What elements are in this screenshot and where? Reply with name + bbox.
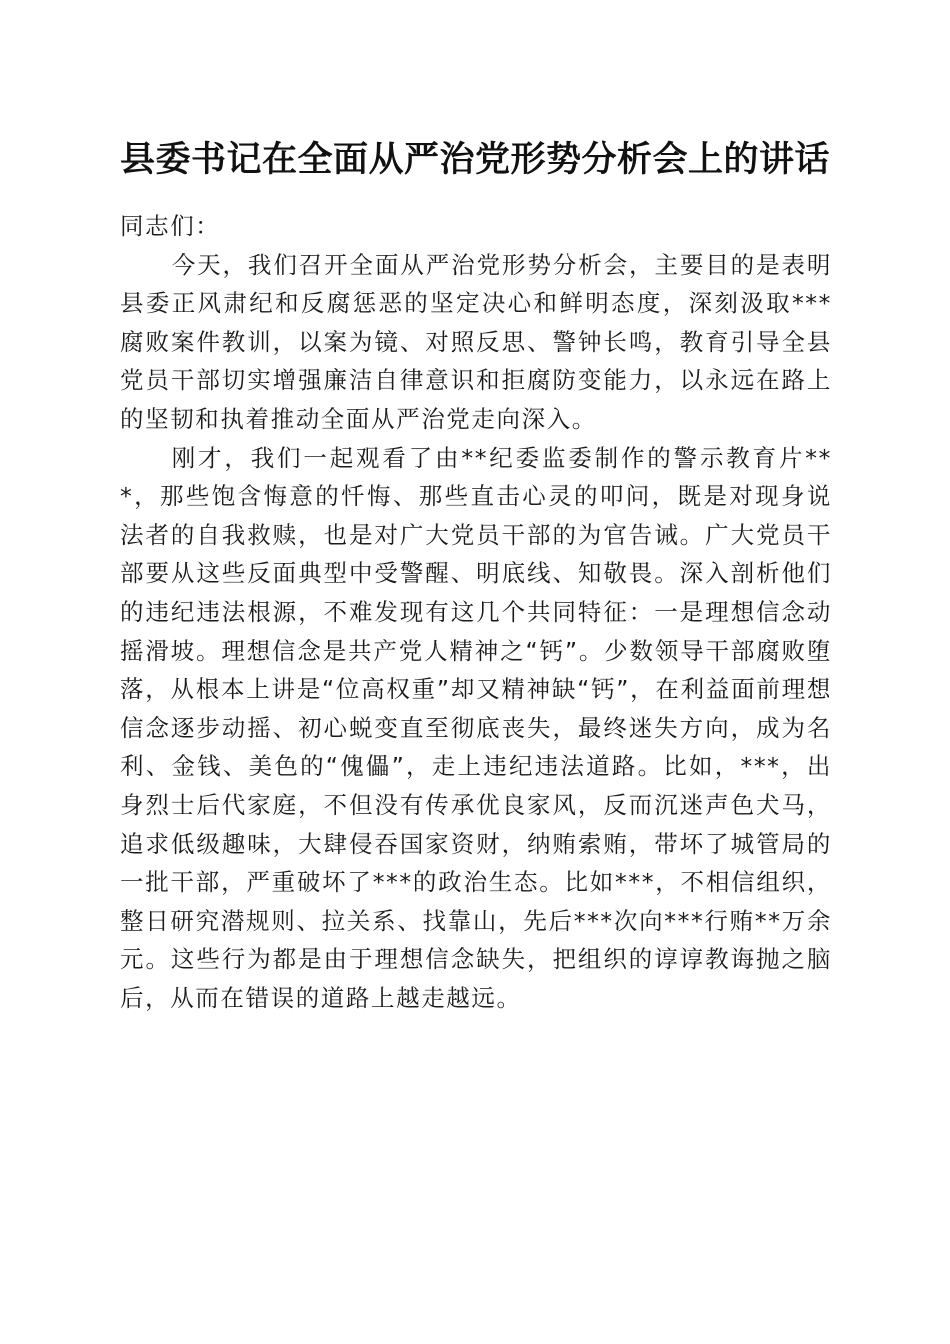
document-body xyxy=(120,207,832,1017)
paragraph: 刚才，我们一起观看了由**纪委监委制作的警示教育片***，那些饱含悔意的忏悔、那些直击心灵的叩问，既是对现身说法者的自我救赎，也是对广大党员干部的为官告诫。广大党员干部要从这些反面典型中受警醒、明底线、知敬畏。深入剖析他们的违纪违法根源，不难发现有这几个共同特征：一是理想信念动摇滑坡。理想信念是共产党人精神之“钙”。少数领导干部腐败堕落，从根本上讲是“位高权重”却又精神缺“钙”，在利益面前理想信念逐步动摇、初心蜕变直至彻底丧失，最终迷失方向，成为名利、金钱、美色的“傀儡”，走上违纪违法道路。比如，***，出身烈士后代家庭，不但没有传承优良家风，反而沉迷声色犬马，追求低级趣味，大肆侵吞国家资财，纳贿索贿，带坏了城管局的一批干部，严重破坏了***的政治生态。比如***，不相信组织，整日研究潜规则、拉关系、找靠山，先后***次向***行贿**万余元。这些行为都是由于理想信念缺失，把组织的谆谆教诲抛之脑后，从而在错误的道路上越走越远。 xyxy=(120,443,832,1012)
document-title: 县委书记在全面从严治党形势分析会上的讲话 xyxy=(119,139,830,180)
salutation: 同志们： xyxy=(120,212,221,240)
paragraph: 今天，我们召开全面从严治党形势分析会，主要目的是表明县委正风肃纪和反腐惩恶的坚定决心和鲜明态度，深刻汲取***腐败案件教训，以案为镜、对照反思、警钟长鸣，教育引导全县党员干部切实增强廉洁自律意识和拒腐防变能力，以永远在路上的坚韧和执着推动全面从严治党走向深入。 xyxy=(120,250,832,433)
